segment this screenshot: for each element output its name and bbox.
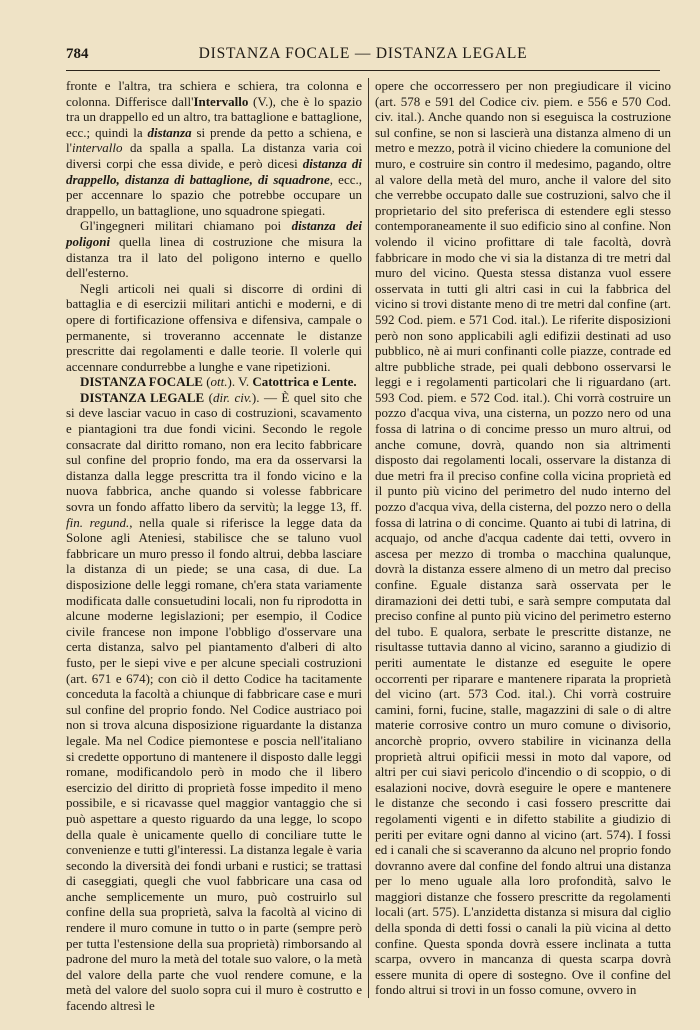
paragraph-ordini-battaglia: Negli articoli nei quali si discorre di ordini di battaglia e di esercizii militari antichi e moderni, e di opere di fortificazione offensiva e difensiva, campale o permanente, si troveranno accennate le distanze prescritte dai regolamenti e dalle teorie. Il volerle qui accennare condurrebbe a lunghe e vane ripetizioni.	[66, 280, 362, 374]
paragraph-distanza-legale-cont: opere che occorressero per non pregiudicare il vicino (art. 578 e 591 del Codice civ. piem. e 556 e 570 Cod. civ. ital.). Anche quando non si eseguisca la costruzione sul confine, se non si lascierà una distanza almeno di un metro e mezzo, potrà il vicino chiedere la comunione del muro, e costruire sin contro il medesimo, pagando, oltre al valore della metà del muro, anche il valore del sito che verrebbe occupato dalle sue costruzioni, salvo che il proprietario del sito preferisca di estendere egli stesso contemporaneamente il suo edificio sino al confine. Non volendo il vicino profittare di tale facoltà, dovrà fabbricare in modo che vi sia la distanza di tre metri dal muro del vicino. Questa stessa distanza vuol essere osservata in tutti gli altri casi in cui la fabbrica del vicino si trovi distante meno di tre metri dal confine (art. 592 Cod. piem. e 571 Cod. ital.). Le riferite disposizioni però non sono applicabili agli edifizii destinati ad uso pubblico, nè ai muri confinanti colle piazze, contrade ed altre pubbliche strade, pei quali debbono osservarsi le leggi e i regolamenti particolari che li riguardano (art. 593 Cod. piem. e 572 Cod. ital.). Chi vorrà costruire un pozzo d'acqua viva, una cisterna, un pozzo nero od una fossa di latrina o di concime presso un muro altrui, od anche comune, dovrà, quando non sia altrimenti disposto dai regolamenti locali, osservare la distanza di due metri fra il preciso confine colla vicina proprietà ed il punto più vicino del perimetro del nudo interno del pozzo d'acqua viva, della cisterna, del pozzo nero o della fossa di latrina o di concime. Quanto ai tubi di latrina, di acquajo, od anche d'acqua cadente dai tetti, ovvero in ascesa per mezzo di tromba o macchina qualunque, dovrà la distanza essere almeno di un metro dal preciso confine. Eguale distanza sarà osservata per le diramazioni dei detti tubi, e sarà sempre computata dal preciso confine al punto più vicino del perimetro esterno del tubo. E qualora, serbate le prescritte distanze, ne risultasse tuttavia danno al vicino, saranno a giudizio di periti aumentate le distanze ed eseguite le opere occorrenti per riparare e mantenere riparata la proprietà del vicino (art. 573 Cod. ital.). Chi vorrà costruire camini, forni, fucine, stalle, magazzini di sale o di altre materie corrosive contro un muro comune o divisorio, ancorchè proprio, ovvero stabilire in vicinanza della proprietà altrui opificii messi in moto dal vapore, od altri per cui siavi pericolo d'incendio o di scoppio, o di esalazioni nocive, dovrà eseguire le opere e mantenere le distanze che secondo i casi fossero prescritte dai regolamenti vigenti e in difetto stabilite a giudizio di periti per evitare ogni danno al vicino (art. 574). I fossi ed i canali che si scaveranno da alcuno nel proprio fondo dovranno avere dal confine del fondo altrui una distanza per lo meno uguale alla loro profondità, salvo le maggiori distanze che fossero prescritte da regolamenti locali (art. 575). L'anzidetta distanza si misura dal ciglio della sponda di detti fossi o canali la più vicina al detto confine. Questa sponda dovrà essere inclinata a tutta scarpa, ovvero in mancanza di questa scarpa dovrà essere munita di opere di sostegno. Ove il confine del fondo altrui si trovi in un fosso comune, ovvero in	[375, 78, 671, 998]
page-number: 784	[66, 46, 89, 62]
column-divider	[368, 78, 369, 998]
page-header	[66, 44, 660, 71]
entry-distanza-focale: DISTANZA FOCALE (ott.). V. Catottrica e Lente.	[80, 374, 357, 390]
left-column	[66, 78, 362, 1014]
running-head: DISTANZA FOCALE — DISTANZA LEGALE	[198, 45, 528, 62]
paragraph-distanza-poligoni: Gl'ingegneri militari chiamano poi distanza dei poligoni quella linea di costruzione che misura la distanza tra il lato del poligono interno e quello dell'esterno.	[66, 218, 362, 281]
entry-distanza-legale: DISTANZA LEGALE (dir. civ.). — È quel sito che si deve lasciar vacuo in caso di costruzioni, scavamento e piantagioni tra due fondi vicini. Secondo le regole consacrate dal diritto romano, non era lecito fabbricare sul confine del proprio fondo, ma era da osservarsi la distanza dalla legge prescritta tra il fondo vicino e la nuova fabbrica, anche quando si volesse fabbricare sovra un fondo affatto libero da servitù; la legge 13, ff. fin. regund., nella quale si riferisce la legge data da Solone agli Ateniesi, stabilisce che se taluno vuol fabbricare un muro presso il fondo altrui, debba lasciare la distanza di un piede; se una casa, di due. La disposizione delle leggi romane, ch'era stata variamente modificata dalle consuetudini locali, non fu riprodotta in alcune moderne legislazioni; per esempio, il Codice civile francese non impone l'obbligo d'osservare una certa distanza, salvo pel piantamento d'alberi di alto fusto, per le siepi vive e per alcune speciali costruzioni (art. 671 e 674); con ciò il detto Codice ha tacitamente conceduta la facoltà a chiunque di fabbricare case e muri sul confine del proprio fondo. Nel Codice austriaco poi non si trova alcuna disposizione riguardante la distanza legale. Ma nel Codice piemontese e poscia nell'italiano si credette opportuno di mantenere il disposto dalle leggi romane, modificandolo però in modo che il libero esercizio del diritto di proprietà fosse impedito il meno possibile, e si ricavasse quel maggior vantaggio che si può aspettare a questo riguardo da una legge, lo scopo della quale è unicamente quello di conciliare tutte le convenienze e tutti gl'interessi. La distanza legale è varia secondo la diversità dei fondi urbani e rustici; se trattasi di caseggiati, quegli che vuol fabbricare una casa od anche semplicemente un muro, può costruirlo sul confine della sua proprietà, salva la facoltà al vicino di rendere il muro comune in tutto o in parte (sempre però per tutta l'estensione della sua proprietà) rimborsando al padrone del muro la metà del totale suo valore, o la metà del valore della parte che vuol rendere comune, e la metà del valore del suolo sopra cui il muro è costrutto e facendo altresì le	[66, 389, 362, 1014]
right-column	[375, 78, 671, 998]
paragraph-distanza-militare-cont: fronte e l'altra, tra schiera e schiera, tra colonna e colonna. Differisce dall'Intervallo (V.), che è lo spazio tra un drappello ed un altro, tra battaglione e battaglione, ecc.; quindi la distanza si prende da petto a schiena, e l'intervallo da spalla a spalla. La distanza varia coi diversi corpi che essa divide, e però dicesi distanza di drappello, distanza di battaglione, di squadrone, ecc., per accennare lo spazio che potrebbe occupare un drappello, un battaglione, uno squadrone spiegati.	[66, 78, 362, 218]
